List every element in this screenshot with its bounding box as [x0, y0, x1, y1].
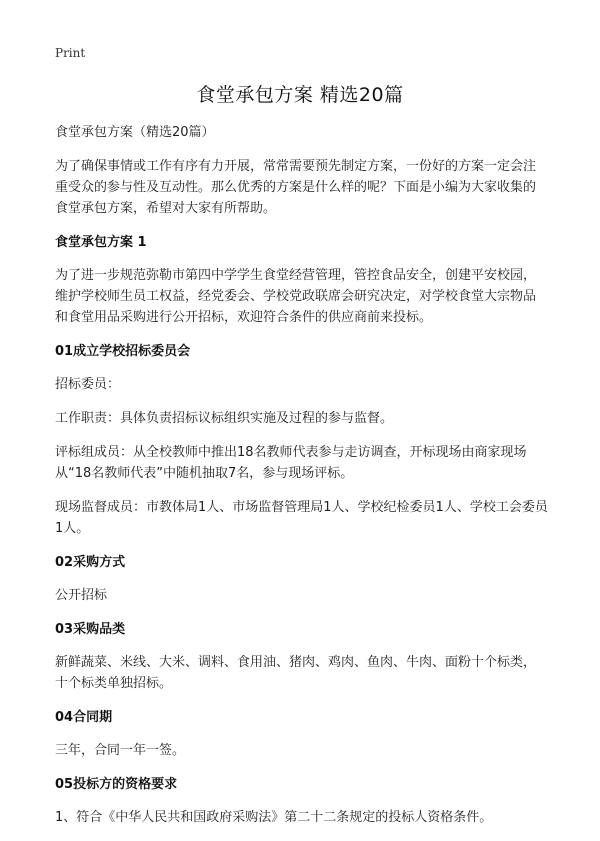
subsection-heading-01: 01成立学校招标委员会 [55, 344, 191, 359]
intro-paragraph: 为了确保事情或工作有序有力开展，常常需要预先制定方案，一份好的方案一定会注重受众的参与性及互动性。那么优秀的方案是什么样的呢？下面是小编为大家收集的食堂承包方案，希望对大家有所帮助。 [55, 159, 537, 216]
subsection-heading-03: 03采购品类 [55, 622, 126, 637]
paragraph-duties: 工作职责：具体负责招标议标组织实施及过程的参与监督。 [55, 411, 394, 426]
paragraph-supervision: 现场监督成员：市教体局1人、市场监督管理局1人、学校纪检委员1人、学校工会委员1人。 [55, 500, 548, 536]
section-heading: 食堂承包方案 1 [55, 235, 147, 250]
print-link[interactable]: Print [55, 46, 86, 60]
paragraph-contract-period: 三年，合同一年一签。 [55, 743, 186, 758]
document-subtitle: 食堂承包方案（精选20篇） [55, 125, 215, 140]
paragraph-committee: 招标委员： [55, 377, 121, 392]
paragraph-qualification: 1、符合《中华人民共和国政府采购法》第二十二条规定的投标人资格条件。 [55, 810, 493, 825]
paragraph-procurement-method: 公开招标 [55, 588, 108, 603]
subsection-heading-04: 04合同期 [55, 710, 113, 725]
subsection-heading-02: 02采购方式 [55, 555, 126, 570]
page-title: 食堂承包方案 精选20篇 [196, 84, 404, 106]
paragraph-categories: 新鲜蔬菜、米线、大米、调料、食用油、猪肉、鸡肉、鱼肉、牛肉、面粉十个标类，十个标类单独招标。 [55, 655, 537, 691]
subsection-heading-05: 05投标方的资格要求 [55, 777, 178, 792]
document-body [55, 122, 548, 841]
section-paragraph: 为了进一步规范弥勒市第四中学学生食堂经营管理，管控食品安全，创建平安校园，维护学校师生员工权益，经党委会、学校党政联席会研究决定，对学校食堂大宗物品和食堂用品采购进行公开招标，欢迎符合条件的供应商前来投标。 [55, 268, 537, 325]
paragraph-evaluation-group: 评标组成员：从全校教师中推出18名教师代表参与走访调查，开标现场由商家现场从“18名教师代表”中随机抽取7名，参与现场评标。 [55, 445, 527, 481]
